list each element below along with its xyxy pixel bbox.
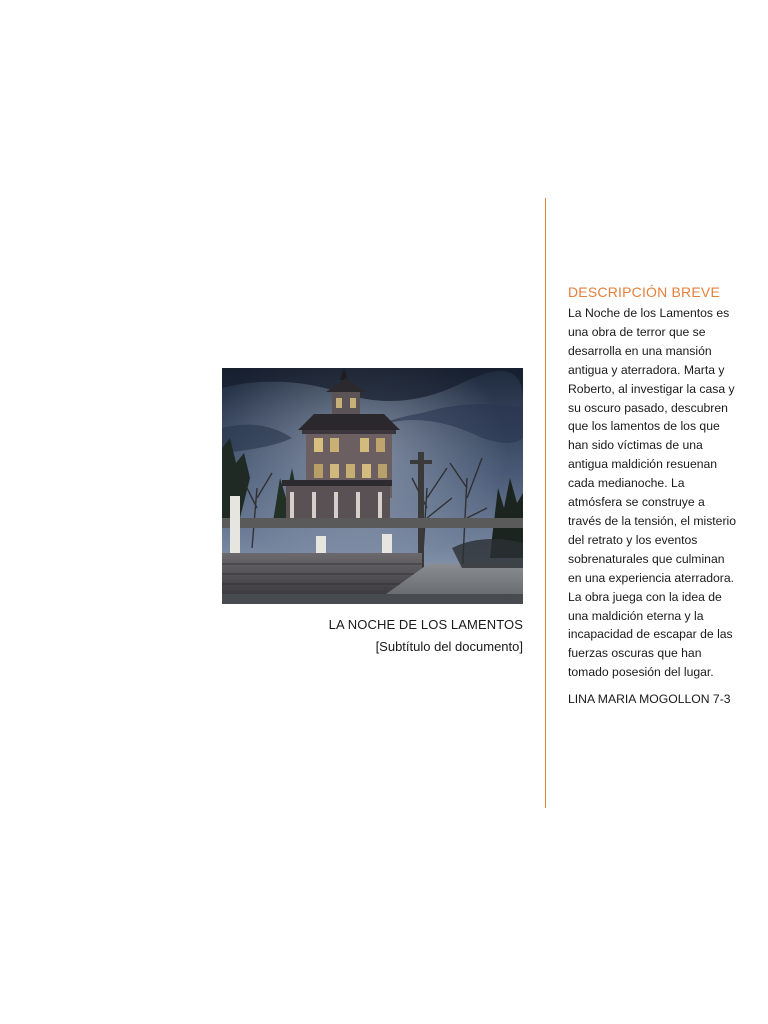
- sidebar: [568, 282, 736, 709]
- author-name: LINA MARIA MOGOLLON 7-3: [568, 692, 731, 707]
- sidebar-description: La Noche de los Lamentos es una obra de terror que se desarrolla en una mansión antigua y aterradora. Marta y Roberto, al investigar la casa y su oscuro pasado, descubren que los lamentos de los que han sido víctimas de una antigua maldición resuenan cada medianoche. La atmósfera se construye a través de la tensión, el misterio del retrato y los eventos sobrenaturales que culminan en una experiencia aterradora. La obra juega con la idea de una maldición eterna y la incapacidad de escapar de las fuerzas oscuras que han tomado posesión del lugar.: [568, 306, 736, 680]
- vertical-divider: [545, 198, 546, 808]
- document-subtitle: [Subtítulo del documento]: [375, 639, 523, 654]
- document-title: LA NOCHE DE LOS LAMENTOS: [328, 617, 523, 632]
- sidebar-heading: DESCRIPCIÓN BREVE: [568, 284, 720, 300]
- haunted-mansion-photo: [222, 368, 523, 604]
